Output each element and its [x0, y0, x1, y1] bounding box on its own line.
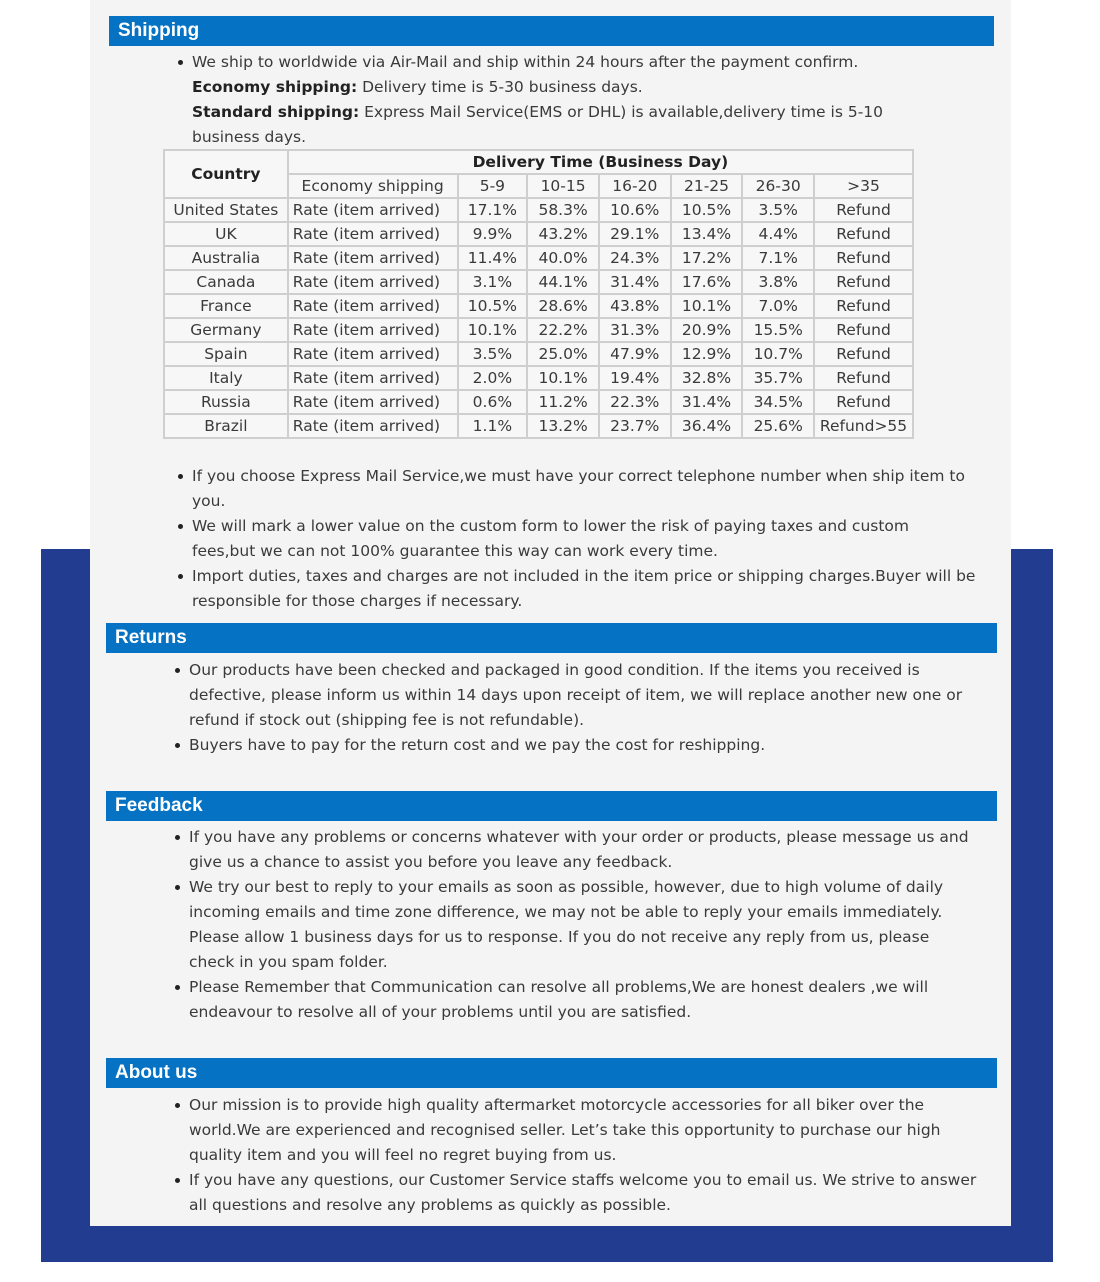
rate-value-cell: 3.1%: [458, 270, 528, 294]
rate-value-cell: 15.5%: [742, 318, 814, 342]
shipping-notes-list: [176, 464, 976, 614]
table-row: [164, 270, 913, 294]
rate-value-cell: 22.3%: [599, 390, 671, 414]
list-item: Import duties, taxes and charges are not included in the item price or shipping charges.Buyer will be responsible for those charges if necessary.: [176, 564, 976, 614]
rate-label-cell: Rate (item arrived): [288, 246, 458, 270]
section-title-feedback: Feedback: [115, 795, 203, 816]
rate-value-cell: 31.4%: [671, 390, 743, 414]
column-header: Economy shipping: [288, 174, 458, 198]
rate-value-cell: 10.5%: [458, 294, 528, 318]
column-header: 16-20: [599, 174, 671, 198]
list-item: If you have any problems or concerns whatever with your order or products, please message us and give us a chance to assist you before you leave any feedback.: [173, 825, 978, 875]
column-header: 10-15: [527, 174, 599, 198]
shipping-intro-item: [176, 50, 926, 150]
rate-label-cell: Rate (item arrived): [288, 342, 458, 366]
rate-label-cell: Rate (item arrived): [288, 318, 458, 342]
rate-value-cell: Refund: [814, 294, 913, 318]
country-cell: Australia: [164, 246, 288, 270]
rate-value-cell: 13.2%: [527, 414, 599, 438]
economy-shipping-text: Delivery time is 5-30 business days.: [357, 78, 643, 96]
rate-value-cell: Refund: [814, 222, 913, 246]
rate-value-cell: Refund: [814, 270, 913, 294]
rate-label-cell: Rate (item arrived): [288, 414, 458, 438]
rate-value-cell: 11.2%: [527, 390, 599, 414]
rate-label-cell: Rate (item arrived): [288, 390, 458, 414]
rate-value-cell: Refund: [814, 246, 913, 270]
rate-value-cell: 17.2%: [671, 246, 743, 270]
table-row: [164, 222, 913, 246]
rate-value-cell: 7.0%: [742, 294, 814, 318]
country-cell: Spain: [164, 342, 288, 366]
standard-shipping-line: [192, 100, 926, 150]
table-header-row: [164, 150, 913, 174]
rate-value-cell: 10.7%: [742, 342, 814, 366]
rate-value-cell: 22.2%: [527, 318, 599, 342]
rate-value-cell: 44.1%: [527, 270, 599, 294]
rate-value-cell: 0.6%: [458, 390, 528, 414]
rate-value-cell: 28.6%: [527, 294, 599, 318]
rate-label-cell: Rate (item arrived): [288, 222, 458, 246]
rate-value-cell: 11.4%: [458, 246, 528, 270]
delivery-time-table: [163, 149, 914, 439]
rate-value-cell: 25.0%: [527, 342, 599, 366]
rate-value-cell: 34.5%: [742, 390, 814, 414]
rate-value-cell: Refund: [814, 390, 913, 414]
list-item: If you choose Express Mail Service,we must have your correct telephone number when ship item to you.: [176, 464, 976, 514]
feedback-list: [173, 825, 978, 1025]
rate-value-cell: 10.1%: [458, 318, 528, 342]
list-item: Our mission is to provide high quality aftermarket motorcycle accessories for all biker over the world.We are experienced and recognised seller. Let’s take this opportunity to purchase our high quality item and you will feel no regret buying from us.: [173, 1093, 983, 1168]
table-row: [164, 390, 913, 414]
country-cell: France: [164, 294, 288, 318]
country-cell: Canada: [164, 270, 288, 294]
rate-value-cell: 36.4%: [671, 414, 743, 438]
rate-value-cell: 9.9%: [458, 222, 528, 246]
section-header-feedback: [106, 791, 997, 821]
list-item: We will mark a lower value on the custom form to lower the risk of paying taxes and custom fees,but we can not 100% guarantee this way can work every time.: [176, 514, 976, 564]
rate-value-cell: 19.4%: [599, 366, 671, 390]
country-cell: UK: [164, 222, 288, 246]
country-cell: Italy: [164, 366, 288, 390]
rate-value-cell: 10.6%: [599, 198, 671, 222]
rate-value-cell: 17.1%: [458, 198, 528, 222]
rate-value-cell: 10.1%: [527, 366, 599, 390]
rate-value-cell: 43.2%: [527, 222, 599, 246]
rate-value-cell: 23.7%: [599, 414, 671, 438]
rate-value-cell: Refund: [814, 198, 913, 222]
economy-shipping-label: Economy shipping:: [192, 78, 358, 96]
rate-value-cell: 17.6%: [671, 270, 743, 294]
rate-value-cell: 2.0%: [458, 366, 528, 390]
table-body: [164, 198, 913, 438]
rate-value-cell: 4.4%: [742, 222, 814, 246]
list-item: We try our best to reply to your emails as soon as possible, however, due to high volume of daily incoming emails and time zone difference, we may not be able to reply your emails immediately. Please allow 1 business days for us to response. If you do not receive any reply from us, please check in you spam folder.: [173, 875, 978, 975]
rate-value-cell: Refund>55: [814, 414, 913, 438]
country-cell: United States: [164, 198, 288, 222]
country-cell: Germany: [164, 318, 288, 342]
section-title-about-us: About us: [115, 1062, 198, 1083]
rate-value-cell: 13.4%: [671, 222, 743, 246]
standard-shipping-text: Express Mail Service(EMS or DHL) is available,delivery time is 5-10 business days.: [192, 103, 884, 146]
rate-value-cell: 40.0%: [527, 246, 599, 270]
section-header-shipping: [109, 16, 994, 46]
list-item: Please Remember that Communication can resolve all problems,We are honest dealers ,we will endeavour to resolve all of your problems until you are satisfied.: [173, 975, 978, 1025]
rate-value-cell: 31.3%: [599, 318, 671, 342]
table-row: [164, 342, 913, 366]
shipping-intro-list: [176, 50, 926, 150]
rate-value-cell: Refund: [814, 342, 913, 366]
rate-value-cell: 3.5%: [742, 198, 814, 222]
section-header-about-us: [106, 1058, 997, 1088]
section-title-shipping: Shipping: [118, 20, 200, 41]
column-header: >35: [814, 174, 913, 198]
section-title-returns: Returns: [115, 627, 187, 648]
rate-label-cell: Rate (item arrived): [288, 366, 458, 390]
list-item: If you have any questions, our Customer Service staffs welcome you to email us. We strive to answer all questions and resolve any problems as quickly as possible.: [173, 1168, 983, 1218]
column-header: 21-25: [671, 174, 743, 198]
about-us-list: [173, 1093, 983, 1218]
rate-value-cell: 10.1%: [671, 294, 743, 318]
rate-value-cell: 24.3%: [599, 246, 671, 270]
rate-value-cell: 10.5%: [671, 198, 743, 222]
country-cell: Russia: [164, 390, 288, 414]
list-item: Buyers have to pay for the return cost and we pay the cost for reshipping.: [173, 733, 978, 758]
section-header-returns: [106, 623, 997, 653]
column-header: 26-30: [742, 174, 814, 198]
country-cell: Brazil: [164, 414, 288, 438]
rate-value-cell: 20.9%: [671, 318, 743, 342]
table-row: [164, 414, 913, 438]
table-row: [164, 198, 913, 222]
rate-label-cell: Rate (item arrived): [288, 270, 458, 294]
standard-shipping-label: Standard shipping:: [192, 103, 360, 121]
rate-value-cell: Refund: [814, 366, 913, 390]
rate-value-cell: 25.6%: [742, 414, 814, 438]
list-item: Our products have been checked and packaged in good condition. If the items you received is defective, please inform us within 14 days upon receipt of item, we will replace another new one or refund if stock out (shipping fee is not refundable).: [173, 658, 978, 733]
table-row: [164, 318, 913, 342]
rate-value-cell: 43.8%: [599, 294, 671, 318]
rate-value-cell: Refund: [814, 318, 913, 342]
table-row: [164, 294, 913, 318]
table-row: [164, 366, 913, 390]
shipping-intro-line: We ship to worldwide via Air-Mail and ship within 24 hours after the payment confirm.: [192, 53, 859, 71]
rate-value-cell: 3.8%: [742, 270, 814, 294]
rate-value-cell: 1.1%: [458, 414, 528, 438]
rate-value-cell: 58.3%: [527, 198, 599, 222]
rate-value-cell: 12.9%: [671, 342, 743, 366]
rate-value-cell: 35.7%: [742, 366, 814, 390]
rate-value-cell: 47.9%: [599, 342, 671, 366]
country-column-header: Country: [164, 150, 288, 198]
rate-value-cell: 7.1%: [742, 246, 814, 270]
rate-label-cell: Rate (item arrived): [288, 294, 458, 318]
table-row: [164, 246, 913, 270]
column-header: 5-9: [458, 174, 528, 198]
rate-label-cell: Rate (item arrived): [288, 198, 458, 222]
rate-value-cell: 29.1%: [599, 222, 671, 246]
returns-list: [173, 658, 978, 758]
rate-value-cell: 3.5%: [458, 342, 528, 366]
delivery-time-group-header: Delivery Time (Business Day): [288, 150, 913, 174]
economy-shipping-line: [192, 75, 926, 100]
rate-value-cell: 32.8%: [671, 366, 743, 390]
rate-value-cell: 31.4%: [599, 270, 671, 294]
